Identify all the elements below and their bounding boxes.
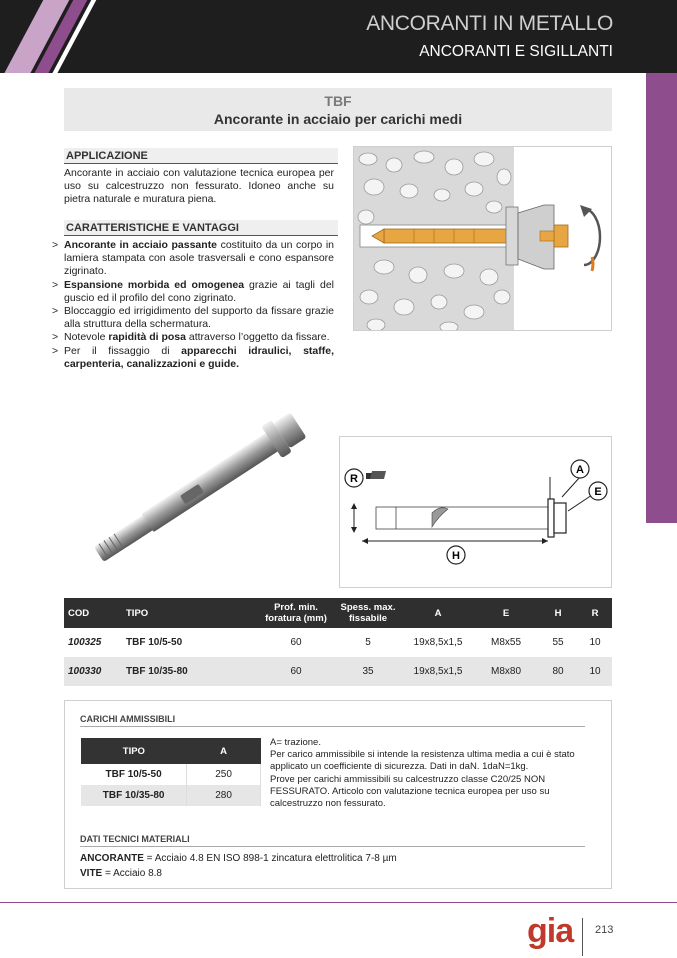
carichi-heading: CARICHI AMMISSIBILI: [80, 714, 585, 727]
table-row: TBF 10/5-50 250: [81, 764, 261, 785]
applicazione-text: Ancorante in acciaio con valutazione tecnica europea per uso su calcestruzzo non fessurato. Idoneo anche su pietra naturale e muratura piena.: [64, 167, 334, 205]
note-line: Prove per carichi ammissibili su calcestruzzo classe C20/25 NON FESSURATO. Articolo con valutazione tecnica europea per uso su calcestruzzo non fessurato.: [270, 773, 550, 810]
note-line: Per carico ammissibile si intende la resistenza ultima media a cui è stato applicato un coefficiente di sicurezza. Dati in daN. 1daN=1kg.: [270, 749, 575, 773]
list-item: > Bloccaggio ed irrigidimento del supporto da fissare grazie alla struttura della schermatura.: [52, 305, 334, 331]
label-h: H: [452, 550, 460, 562]
caratteristiche-heading: CARATTERISTICHE E VANTAGGI: [64, 220, 338, 236]
header-cod: COD: [64, 598, 118, 628]
header-prof: Prof. min. foratura (mm): [258, 598, 334, 628]
label-a: A: [576, 464, 584, 476]
header-r: R: [578, 598, 612, 628]
header-a: A: [402, 598, 474, 628]
header-spess: Spess. max. fissabile: [334, 598, 402, 628]
table-row: TBF 10/35-80 280: [81, 785, 261, 806]
brand-logo: gia: [527, 912, 574, 950]
product-table: [64, 598, 612, 686]
materiale-ancorante: ANCORANTE = Acciaio 4.8 EN ISO 898-1 zincatura elettrolitica 7-8 µm: [80, 853, 397, 864]
product-name: Ancorante in acciaio per carichi medi: [213, 111, 463, 127]
category-title: ANCORANTI IN METALLO: [366, 12, 613, 35]
subcategory-title: ANCORANTI E SIGILLANTI: [419, 43, 613, 60]
footer-separator: [582, 918, 583, 956]
label-r: R: [350, 473, 358, 485]
materiali-heading: DATI TECNICI MATERIALI: [80, 834, 585, 847]
page-number: 213: [595, 924, 614, 936]
installation-illustration: [353, 146, 612, 331]
materiale-vite: VITE = Acciaio 8.8: [80, 868, 162, 879]
dimension-diagram: [339, 436, 612, 588]
label-e: E: [594, 486, 602, 498]
carichi-header-a: A: [187, 738, 261, 764]
product-code: TBF: [324, 93, 352, 109]
carichi-table: [81, 738, 261, 806]
table-header-row: [81, 738, 261, 764]
list-item: > Ancorante in acciaio passante costituito da un corpo in lamiera stampata con asole trasversali e cono espansore zigrinato.: [52, 239, 334, 278]
list-item: > Per il fissaggio di apparecchi idraulici, staffe, carpenteria, canalizzazioni e guide.: [52, 344, 334, 370]
header-tipo: TIPO: [118, 598, 258, 628]
side-accent-bar: [646, 73, 677, 523]
carichi-notes: [270, 737, 590, 810]
page-header: [0, 0, 677, 73]
table-row: 100325 TBF 10/5-50 60 5 19x8,5x1,5 M8x55 55 10: [68, 637, 601, 648]
header-e: E: [474, 598, 538, 628]
loads-materials-box: [64, 700, 612, 889]
table-row: 100330 TBF 10/35-80 60 35 19x8,5x1,5 M8x80 80 10: [64, 657, 612, 686]
carichi-header-tipo: TIPO: [81, 738, 187, 764]
list-item: > Espansione morbida ed omogenea grazie ai tagli del guscio ed il profilo del cono zigrinato.: [52, 278, 334, 304]
footer-divider: [0, 902, 677, 903]
caratteristiche-list: [52, 239, 334, 371]
product-title-box: [64, 88, 612, 131]
header-h: H: [538, 598, 578, 628]
applicazione-heading: APPLICAZIONE: [64, 148, 338, 164]
product-photo: [60, 400, 340, 580]
table-header-row: [64, 598, 612, 628]
note-line: A= trazione.: [270, 737, 321, 748]
list-item: > Notevole rapidità di posa attraverso l’oggetto da fissare.: [52, 331, 330, 344]
